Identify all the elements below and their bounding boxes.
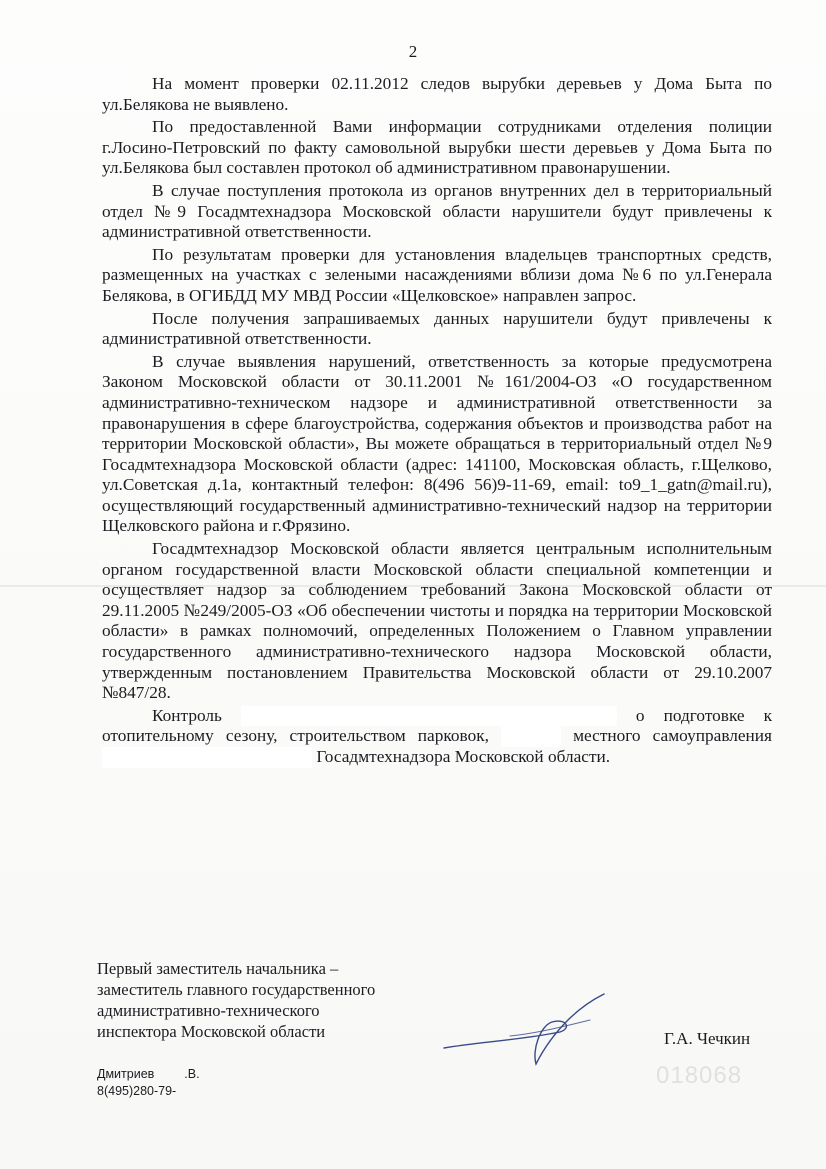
contact-name-line bbox=[97, 1066, 200, 1083]
contact-name: Дмитриев bbox=[97, 1067, 155, 1081]
control-part3: местного самоуправления bbox=[573, 726, 772, 746]
redacted-block bbox=[241, 706, 617, 727]
bleed-through-number: 018068 bbox=[656, 1062, 743, 1089]
page-number: 2 bbox=[408, 42, 418, 61]
title-line: Первый заместитель начальника – bbox=[97, 959, 339, 978]
title-line: административно-технического bbox=[97, 1001, 320, 1020]
signature-block-title bbox=[97, 958, 397, 1042]
paragraph-7: Госадмтехнадзор Московской области является центральным исполнительным органом государственной власти Московской области специальной компетенции и осуществляет надзор за соблюдением требований Закона Московской области от 29.11.2005 №249/2005-ОЗ «Об обеспечении чистоты и порядка на территории Московской области» в рамках полномочий, определенных Положением о Главном управлении государственного административно-технического надзора Московской области, утвержденным постановлением Правительства Московской области от 29.10.2007 №847/28. bbox=[102, 539, 772, 703]
redacted-block bbox=[102, 747, 312, 768]
contact-info bbox=[97, 1066, 200, 1100]
paragraph-6: В случае выявления нарушений, ответственность за которые предусмотрена Законом Московской области от 30.11.2001 №161/2004-ОЗ «О государственном административно-техническом надзоре и административной ответственности за правонарушения в сфере благоустройства, содержания объектов и производства работ на территории Московской области», Вы можете обращаться в территориальный отдел №9 Госадмтехнадзора Московской области (адрес: 141100, Московская область, г.Щелково, ул.Советская д.1а, контактный телефон: 8(496 56)9-11-69, email: to9_1_gatn@mail.ru), осуществляющий государственный административно-технический надзор на территории Щелковского района и г.Фрязино. bbox=[102, 351, 772, 536]
redacted-block bbox=[501, 726, 561, 747]
paragraph-3: В случае поступления протокола из органов внутренних дел в территориальный отдел №9 Госадмтехнадзора Московской области нарушители будут привлечены к административной ответственности. bbox=[102, 180, 772, 242]
paragraph-2: По предоставленной Вами информации сотрудниками отделения полиции г.Лосино-Петровский по факту самовольной вырубки шести деревьев у Дома Быта по ул.Белякова был составлен протокол об административном правонарушении. bbox=[102, 117, 772, 178]
title-line: инспектора Московской области bbox=[97, 1022, 326, 1041]
control-part4: Госадмтехнадзора Московской области. bbox=[316, 747, 611, 766]
control-start: Контроль bbox=[152, 705, 222, 725]
contact-name-end: .В. bbox=[184, 1067, 200, 1081]
handwritten-signature bbox=[440, 990, 620, 1070]
paragraph-1: На момент проверки 02.11.2012 следов вырубки деревьев у Дома Быта по ул.Белякова не выявлено. bbox=[102, 74, 772, 114]
signer-name: Г.А. Чечкин bbox=[664, 1029, 751, 1048]
control-part2: о подготовке к отопительному сезону, строительством парковок, bbox=[102, 705, 772, 746]
contact-phone: 8(495)280-79- bbox=[97, 1084, 177, 1098]
paragraph-4: По результатам проверки для установления владельцев транспортных средств, размещенных на участках с зелеными насаждениями вблизи дома №6 по ул.Генерала Белякова, в ОГИБДД МУ МВД России «Щелковское» направлен запрос. bbox=[102, 244, 772, 305]
letter-body bbox=[102, 74, 772, 770]
title-line: заместитель главного государственного bbox=[97, 980, 376, 999]
paragraph-control bbox=[102, 706, 772, 768]
paragraph-5: После получения запрашиваемых данных нарушители будут привлечены к административной ответственности. bbox=[102, 308, 772, 349]
